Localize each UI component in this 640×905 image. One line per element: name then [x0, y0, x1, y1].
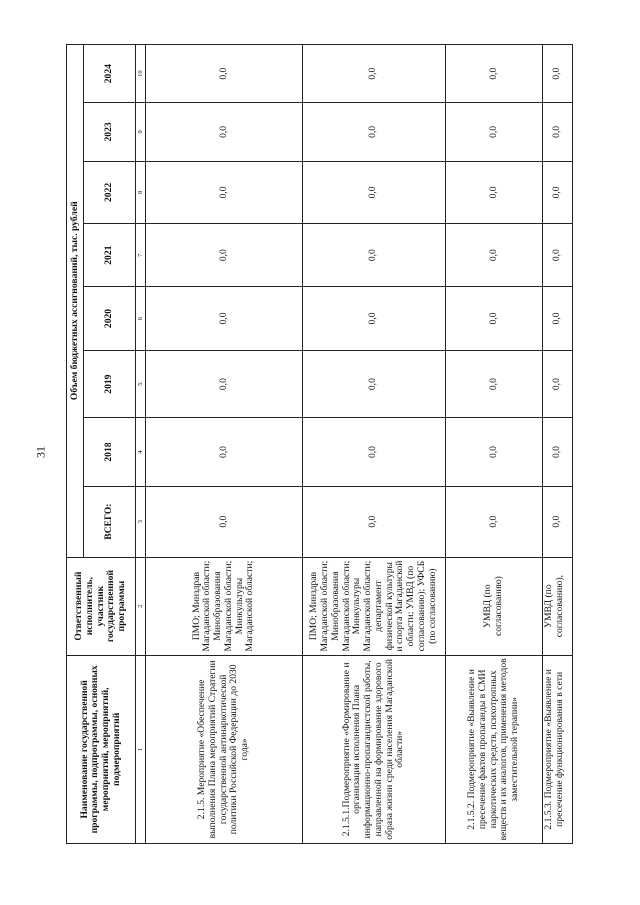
- column-index: 8: [136, 161, 146, 224]
- row-executor: ПМО; Минздрав Магаданской области; Минобразования Магаданской области; Минкультуры Магаданской области;: [146, 557, 303, 655]
- value-2018: 0,0: [302, 418, 445, 486]
- value-2023: 0,0: [302, 103, 445, 161]
- value-2024: 0,0: [543, 45, 573, 103]
- value-2018: 0,0: [146, 418, 303, 486]
- table-row: [543, 45, 573, 844]
- header-year-2018: 2018: [84, 418, 136, 486]
- row-executor: УМВД (по согласованию),: [543, 557, 573, 655]
- column-index: 7: [136, 224, 146, 287]
- value-2021: 0,0: [445, 224, 542, 287]
- table-row: [146, 45, 303, 844]
- value-2019: 0,0: [445, 350, 542, 417]
- header-year-2019: 2019: [84, 350, 136, 417]
- row-name: 2.1.5.3. Подмероприятие «Выявление и пресечение функционирования в сети: [543, 655, 573, 843]
- column-index: 9: [136, 103, 146, 161]
- column-index: 2: [136, 557, 146, 655]
- value-2018: 0,0: [445, 418, 542, 486]
- value-2022: 0,0: [302, 161, 445, 224]
- header-year-2023: 2023: [84, 103, 136, 161]
- header-total: ВСЕГО:: [84, 486, 136, 557]
- row-name: 2.1.5.1.Подмероприятие «Формирование и организация исполнения Плана информационно-пропагандистской работы, направленной на формирование здорового образа жизни среди населения Магаданской области»: [302, 655, 445, 843]
- value-2022: 0,0: [543, 161, 573, 224]
- value-total: 0,0: [543, 486, 573, 557]
- value-2020: 0,0: [146, 287, 303, 351]
- value-2023: 0,0: [543, 103, 573, 161]
- value-2018: 0,0: [543, 418, 573, 486]
- value-total: 0,0: [146, 486, 303, 557]
- value-2019: 0,0: [543, 350, 573, 417]
- column-index: 5: [136, 350, 146, 417]
- value-2024: 0,0: [302, 45, 445, 103]
- value-2019: 0,0: [302, 350, 445, 417]
- value-2023: 0,0: [146, 103, 303, 161]
- value-2021: 0,0: [302, 224, 445, 287]
- row-executor: ПМО; Минздрав Магаданской области; Минобразования Магаданской области; Минкультуры Магаданской области; департамент физической культуры и спорта Магаданской области; УМВД (по согласованию); УФСБ (по согласованию): [302, 557, 445, 655]
- row-name: 2.1.5. Мероприятие «Обеспечение выполнения Плана мероприятий Стратегии государственной антинаркотической политики Российской Федерации до 2030 года»: [146, 655, 303, 843]
- value-2021: 0,0: [543, 224, 573, 287]
- header-executor: Ответственный исполнитель, участник государственной программы: [67, 557, 136, 655]
- column-index: 4: [136, 418, 146, 486]
- header-year-2020: 2020: [84, 287, 136, 351]
- header-year-2022: 2022: [84, 161, 136, 224]
- budget-table: [66, 44, 573, 844]
- column-index: 10: [136, 45, 146, 103]
- header-name: Наименование государственной программы, подпрограммы, основных мероприятий, мероприятий, подмероприятий: [67, 655, 136, 843]
- page-number: 31: [33, 446, 48, 458]
- value-2022: 0,0: [445, 161, 542, 224]
- value-2020: 0,0: [543, 287, 573, 351]
- value-2020: 0,0: [445, 287, 542, 351]
- header-year-2024: 2024: [84, 45, 136, 103]
- column-index: 6: [136, 287, 146, 351]
- row-name: 2.1.5.2. Подмероприятие «Выявление и пресечение фактов пропаганды в СМИ наркотических средств, психотропных веществ и их аналогов, применения методов заместительной терапии»: [445, 655, 542, 843]
- value-2023: 0,0: [445, 103, 542, 161]
- value-2019: 0,0: [146, 350, 303, 417]
- value-2021: 0,0: [146, 224, 303, 287]
- value-2022: 0,0: [146, 161, 303, 224]
- budget-table-wrapper: [66, 44, 573, 844]
- value-total: 0,0: [445, 486, 542, 557]
- table-row: [445, 45, 542, 844]
- column-index: 1: [136, 655, 146, 843]
- column-index: 3: [136, 486, 146, 557]
- row-executor: УМВД (по согласованию): [445, 557, 542, 655]
- value-2020: 0,0: [302, 287, 445, 351]
- table-row: [302, 45, 445, 844]
- header-year-2021: 2021: [84, 224, 136, 287]
- value-2024: 0,0: [445, 45, 542, 103]
- value-2024: 0,0: [146, 45, 303, 103]
- header-budget-group: Объем бюджетных ассигнований, тыс. рублей: [67, 45, 84, 558]
- value-total: 0,0: [302, 486, 445, 557]
